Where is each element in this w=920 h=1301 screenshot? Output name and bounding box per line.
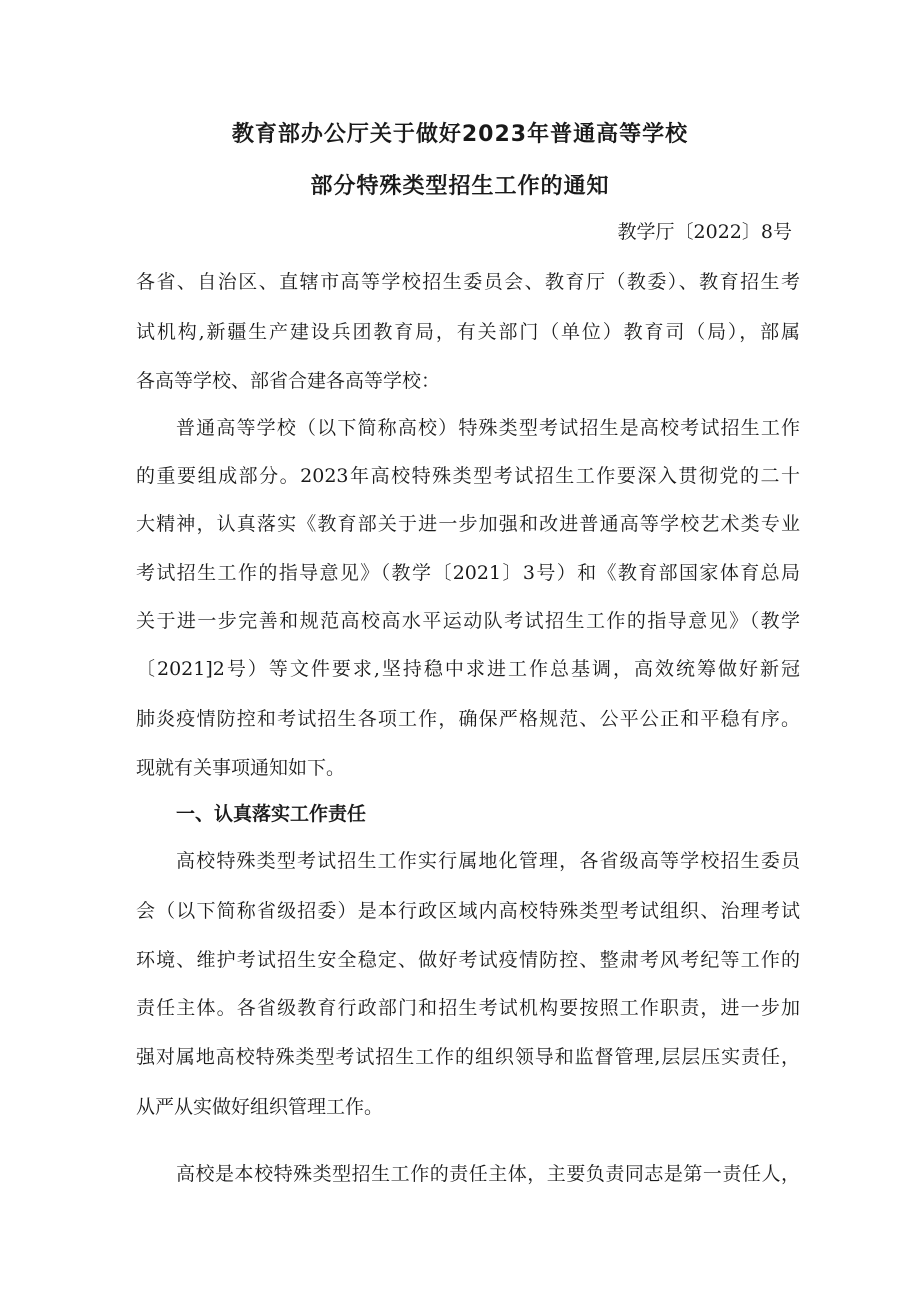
paragraph-line: 从严从实做好组织管理工作。 <box>136 1096 384 1118</box>
paragraph-line: 高校特殊类型考试招生工作实行属地化管理，各省级高等学校招生委员 <box>176 850 800 872</box>
paragraph-line: 会（以下简称省级招委）是本行政区域内高校特殊类型考试组织、治理考试 <box>136 900 800 922</box>
document-title-line-2: 部分特殊类型招生工作的通知 <box>310 174 610 199</box>
paragraph-line: 大精神，认真落实《教育部关于进一步加强和改进普通高等学校艺术类专业 <box>136 513 800 535</box>
paragraph-line: 责任主体。各省级教育行政部门和招生考试机构要按照工作职责，进一步加 <box>136 997 800 1019</box>
paragraph-line: 强对属地高校特殊类型考试招生工作的组织领导和监督管理,层层压实责任， <box>136 1046 800 1068</box>
paragraph-line: 普通高等学校（以下简称高校）特殊类型考试招生是高校考试招生工作 <box>176 417 800 439</box>
paragraph-line: 关于进一步完善和规范高校高水平运动队考试招生工作的指导意见》（教学 <box>136 610 800 632</box>
paragraph-line: 现就有关事项通知如下。 <box>136 757 346 779</box>
addressee-line: 试机构,新疆生产建设兵团教育局，有关部门（单位）教育司（局），部属 <box>136 321 800 343</box>
paragraph-line: 的重要组成部分。2023年高校特殊类型考试招生工作要深入贯彻党的二十 <box>136 465 800 487</box>
paragraph-line: 〔2021]2号）等文件要求,坚持稳中求进工作总基调，高效统筹做好新冠 <box>136 658 800 680</box>
addressee-line: 各省、自治区、直辖市高等学校招生委员会、教育厅（教委）、教育招生考 <box>136 271 800 293</box>
paragraph-line: 高校是本校特殊类型招生工作的责任主体，主要负责同志是第一责任人， <box>176 1163 800 1185</box>
document-title-line-1: 教育部办公厅关于做好2023年普通高等学校 <box>231 122 689 147</box>
document-number: 教学厅〔2022〕8号 <box>617 221 792 243</box>
paragraph-line: 考试招生工作的指导意见》（教学〔2021〕3号）和《教育部国家体育总局 <box>136 562 800 584</box>
section-heading: 一、认真落实工作责任 <box>176 803 367 825</box>
paragraph-line: 肺炎疫情防控和考试招生各项工作，确保严格规范、公平公正和平稳有序。 <box>136 708 800 730</box>
paragraph-line: 环境、维护考试招生安全稳定、做好考试疫情防控、整肃考风考纪等工作的 <box>136 949 800 971</box>
addressee-line: 各高等学校、部省合建各高等学校： <box>136 370 441 392</box>
